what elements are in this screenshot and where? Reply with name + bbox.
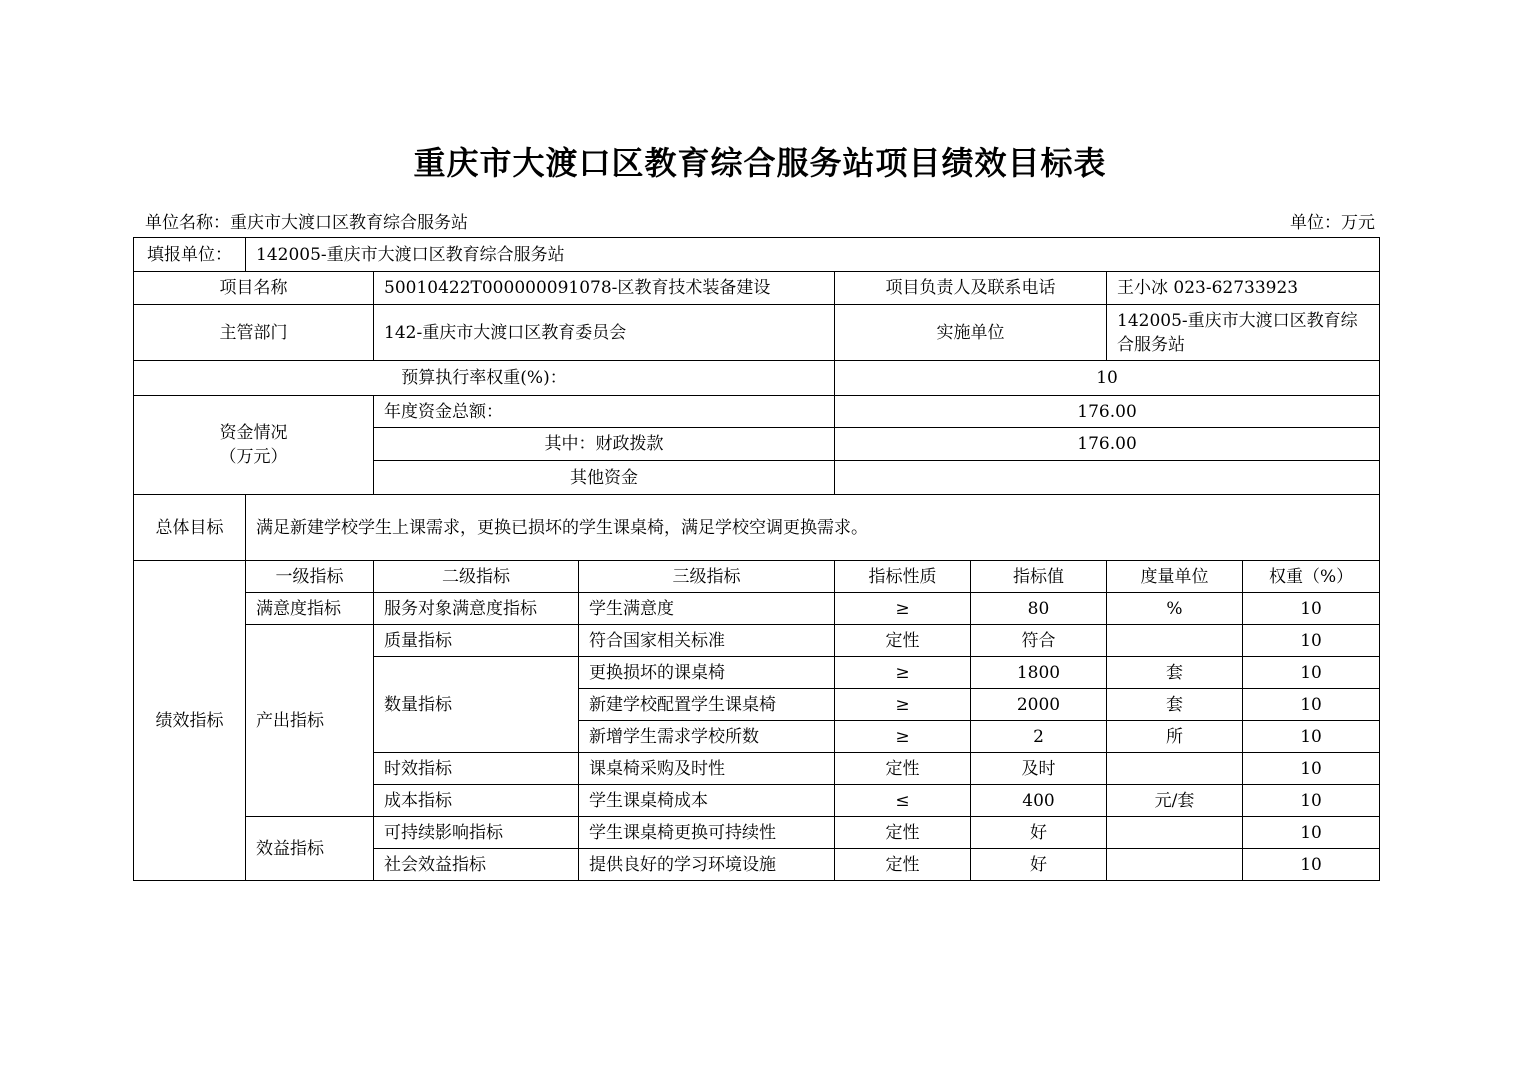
nature-cell: ≥ [835,689,971,721]
unit-cell: 套 [1107,689,1243,721]
value-cell: 1800 [971,657,1107,689]
value-cell: 好 [971,849,1107,881]
unit-cell [1107,817,1243,849]
level2-cell: 成本指标 [374,785,579,817]
table-row [134,396,1380,428]
level2-cell: 时效指标 [374,753,579,785]
level2-cell: 质量指标 [374,625,579,657]
nature-cell: ≤ [835,785,971,817]
unit-name-label: 单位名称： [145,213,230,233]
weight-cell: 10 [1243,753,1380,785]
value-cell: 80 [971,593,1107,625]
goal-value: 满足新建学校学生上课需求，更换已损坏的学生课桌椅，满足学校空调更换需求。 [246,495,1380,561]
table-row [134,593,1380,625]
performance-table [133,237,1380,881]
contact-value: 王小冰 023-62733923 [1107,272,1380,305]
project-name-value: 50010422T000000091078-区教育技术装备建设 [374,272,835,305]
value-cell: 2000 [971,689,1107,721]
level3-cell: 学生课桌椅更换可持续性 [579,817,835,849]
fill-unit-value: 142005-重庆市大渡口区教育综合服务站 [246,238,1380,272]
level3-cell: 学生课桌椅成本 [579,785,835,817]
fiscal-label: 其中：财政拨款 [374,428,835,461]
unit-line [1290,211,1375,235]
nature-cell: 定性 [835,849,971,881]
unit-cell: % [1107,593,1243,625]
nature-cell: 定性 [835,753,971,785]
table-row [134,272,1380,305]
column-header: 指标值 [971,561,1107,593]
value-cell: 2 [971,721,1107,753]
table-row [134,561,1380,593]
column-header: 指标性质 [835,561,971,593]
table-row [134,625,1380,657]
level3-cell: 提供良好的学习环境设施 [579,849,835,881]
table-row [134,305,1380,361]
level2-cell: 服务对象满意度指标 [374,593,579,625]
weight-cell: 10 [1243,721,1380,753]
dept-label: 主管部门 [134,305,374,361]
other-funds-label: 其他资金 [374,461,835,495]
dept-value: 142-重庆市大渡口区教育委员会 [374,305,835,361]
nature-cell: ≥ [835,657,971,689]
annual-total-value: 176.00 [835,396,1380,428]
funds-label-line1: 资金情况 [219,423,288,443]
annual-total-label: 年度资金总额： [374,396,835,428]
impl-value: 142005-重庆市大渡口区教育综合服务站 [1107,305,1380,361]
funds-label-line2: （万元） [219,447,288,467]
unit-cell: 所 [1107,721,1243,753]
level1-cell: 满意度指标 [246,593,374,625]
funds-label [134,396,374,495]
perf-label: 绩效指标 [134,561,246,881]
weight-cell: 10 [1243,785,1380,817]
unit-cell [1107,849,1243,881]
project-name-label: 项目名称 [134,272,374,305]
column-header: 度量单位 [1107,561,1243,593]
value-cell: 符合 [971,625,1107,657]
impl-label: 实施单位 [835,305,1107,361]
goal-label: 总体目标 [134,495,246,561]
unit-label: 单位： [1290,213,1341,233]
nature-cell: 定性 [835,817,971,849]
table-row [134,817,1380,849]
level3-cell: 更换损坏的课桌椅 [579,657,835,689]
unit-cell: 套 [1107,657,1243,689]
other-funds-value [835,461,1380,495]
level1-cell: 产出指标 [246,625,374,817]
table-row [134,361,1380,396]
unit-value: 万元 [1341,213,1375,233]
budget-weight-label: 预算执行率权重(%)： [134,361,835,396]
nature-cell: ≥ [835,721,971,753]
contact-label: 项目负责人及联系电话 [835,272,1107,305]
fiscal-value: 176.00 [835,428,1380,461]
level3-cell: 符合国家相关标准 [579,625,835,657]
level3-cell: 新增学生需求学校所数 [579,721,835,753]
weight-cell: 10 [1243,689,1380,721]
table-row [134,495,1380,561]
column-header: 三级指标 [579,561,835,593]
column-header: 一级指标 [246,561,374,593]
unit-cell [1107,753,1243,785]
table-row [134,238,1380,272]
nature-cell: 定性 [835,625,971,657]
unit-cell: 元/套 [1107,785,1243,817]
weight-cell: 10 [1243,849,1380,881]
column-header: 二级指标 [374,561,579,593]
nature-cell: ≥ [835,593,971,625]
unit-name-value: 重庆市大渡口区教育综合服务站 [230,213,468,233]
budget-weight-value: 10 [835,361,1380,396]
fill-unit-label: 填报单位： [134,238,246,272]
weight-cell: 10 [1243,817,1380,849]
level3-cell: 课桌椅采购及时性 [579,753,835,785]
level1-cell: 效益指标 [246,817,374,881]
value-cell: 400 [971,785,1107,817]
column-header: 权重（%） [1243,561,1380,593]
level2-cell: 社会效益指标 [374,849,579,881]
level3-cell: 新建学校配置学生课桌椅 [579,689,835,721]
level2-cell: 数量指标 [374,657,579,753]
level2-cell: 可持续影响指标 [374,817,579,849]
page-title: 重庆市大渡口区教育综合服务站项目绩效目标表 [413,144,1107,182]
weight-cell: 10 [1243,593,1380,625]
weight-cell: 10 [1243,625,1380,657]
value-cell: 好 [971,817,1107,849]
unit-name-line [145,211,468,235]
value-cell: 及时 [971,753,1107,785]
level3-cell: 学生满意度 [579,593,835,625]
weight-cell: 10 [1243,657,1380,689]
unit-cell [1107,625,1243,657]
